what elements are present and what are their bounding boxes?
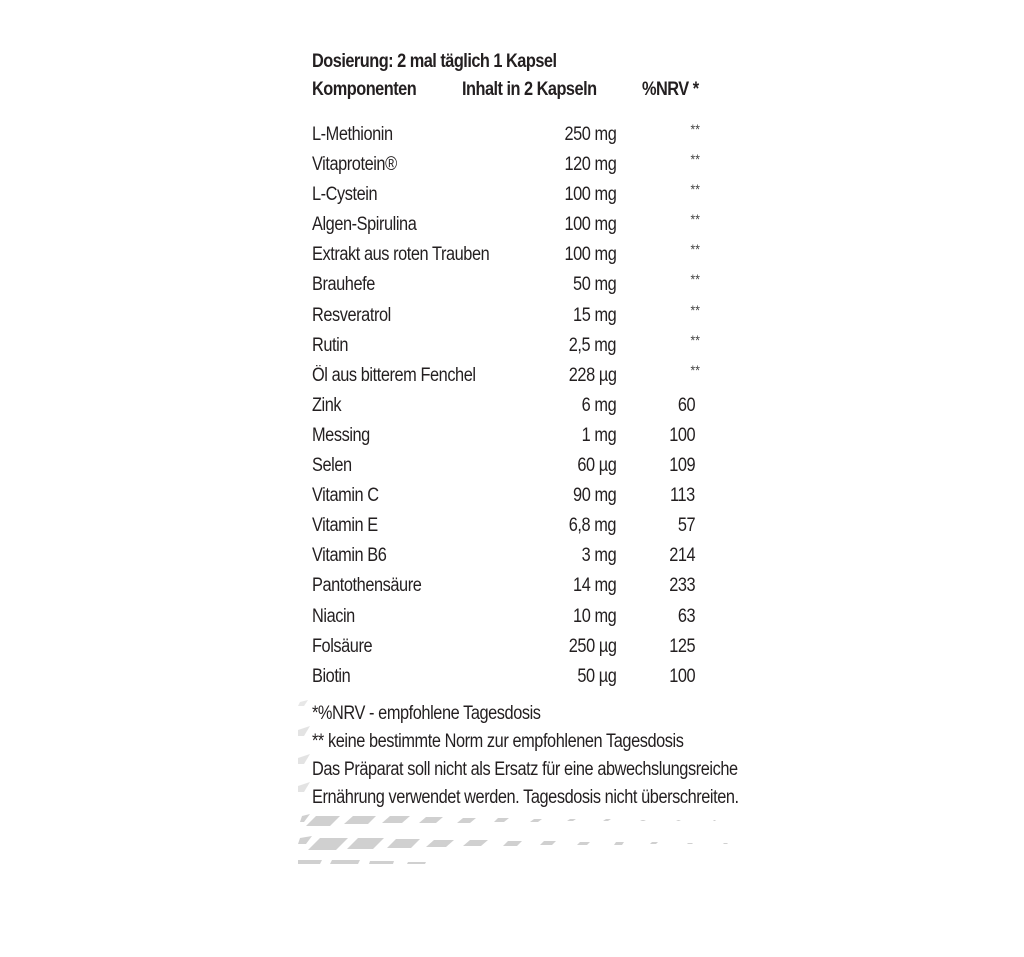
ingredient-amount: 6 mg [581,394,616,416]
table-row [312,662,752,692]
ingredient-amount: 90 mg [572,485,616,507]
table-row [312,391,752,421]
disclaimer-line-1: Das Präparat soll nicht als Ersatz für eine abwechslungsreiche [312,759,738,780]
supplement-facts-label [312,48,752,692]
ingredient-nrv: ** [690,271,700,288]
footnotes [312,700,812,812]
ingredient-name: Öl aus bitterem Fenchel [312,364,476,386]
ingredient-amount: 10 mg [572,605,616,627]
disclaimer-line-2: Ernährung verwendet werden. Tagesdosis nicht überschreiten. [312,787,739,808]
ingredient-nrv: ** [690,301,700,318]
ingredient-name: Folsäure [312,635,373,657]
ingredient-nrv: ** [690,151,700,168]
ingredient-nrv: 113 [670,485,695,507]
ingredient-nrv: 109 [669,455,695,477]
table-row [312,541,752,571]
ingredient-amount: 60 µg [576,455,616,477]
table-row [312,451,752,481]
ingredient-nrv: 57 [677,515,695,537]
table-row [312,150,752,180]
ingredient-name: Brauhefe [312,274,375,296]
ingredient-name: Pantothensäure [312,575,422,597]
ingredient-name: Resveratrol [312,304,391,326]
dosage-heading: Dosierung: 2 mal täglich 1 Kapsel [312,51,557,72]
table-row [312,331,752,361]
table-row [312,632,752,662]
ingredient-nrv: 125 [669,635,695,657]
table-row [312,120,752,150]
ingredient-nrv: ** [690,361,700,378]
ingredient-name: Biotin [312,665,351,687]
ingredient-nrv: 60 [677,394,695,416]
table-row [312,361,752,391]
column-header-component: Komponenten [312,79,417,100]
table-row [312,270,752,300]
ingredient-name: L-Methionin [312,124,393,145]
ingredient-nrv: 214 [669,545,695,567]
table-row [312,602,752,632]
ingredient-name: Selen [312,455,352,477]
ingredient-name: Algen-Spirulina [312,214,417,236]
ingredient-name: L-Cystein [312,184,378,206]
ingredient-nrv: ** [690,181,700,198]
ingredient-nrv: ** [690,241,700,258]
ingredient-name: Rutin [312,334,348,356]
ingredient-amount: 3 mg [581,545,616,567]
ingredient-amount: 50 µg [576,665,616,687]
ingredient-amount: 100 mg [564,244,616,266]
ingredient-amount: 14 mg [572,575,616,597]
table-row [312,240,752,270]
ingredient-nrv: ** [690,211,700,228]
ingredient-amount: 6,8 mg [568,515,616,537]
ingredient-name: Vitamin B6 [312,545,387,567]
ingredient-name: Extrakt aus roten Trauben [312,244,490,266]
table-row [312,180,752,210]
table-row [312,421,752,451]
ingredient-nrv: ** [690,331,700,348]
ingredient-amount: 120 mg [564,154,616,176]
ingredient-nrv: 233 [669,575,695,597]
ingredient-nrv: 100 [669,424,695,446]
ingredient-amount: 228 µg [568,364,616,386]
ingredient-amount: 50 mg [572,274,616,296]
ingredient-amount: 1 mg [581,424,616,446]
ingredient-amount: 100 mg [564,184,616,206]
ingredient-nrv: 63 [677,605,695,627]
ingredient-name: Vitamin E [312,515,378,537]
table-row [312,210,752,240]
ingredient-name: Zink [312,394,342,416]
footnote-nrv: *%NRV - empfohlene Tagesdosis [312,703,541,724]
ingredient-name: Vitaprotein® [312,154,397,176]
ingredient-amount: 250 mg [564,124,616,145]
table-row [312,301,752,331]
table-row [312,571,752,601]
ingredient-amount: 250 µg [568,635,616,657]
ingredient-amount: 100 mg [564,214,616,236]
ingredient-nrv: 100 [669,665,695,687]
ingredient-name: Niacin [312,605,355,627]
ingredient-name: Vitamin C [312,485,379,507]
ingredient-nrv: ** [690,121,700,137]
column-header-nrv: %NRV * [642,79,699,100]
ingredient-amount: 15 mg [572,304,616,326]
table-row [312,481,752,511]
column-header-amount: Inhalt in 2 Kapseln [462,79,597,100]
table-row [312,511,752,541]
ingredient-amount: 2,5 mg [568,334,616,356]
ingredients-table [312,120,752,692]
ingredient-name: Messing [312,424,370,446]
footnote-no-norm: ** keine bestimmte Norm zur empfohlenen Tagesdosis [312,731,684,752]
table-header [312,76,752,104]
